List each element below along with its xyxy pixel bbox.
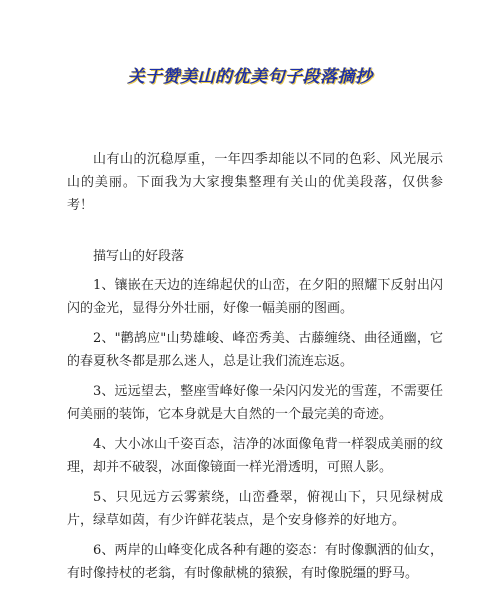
document-title: 关于赞美山的优美句子段落摘抄	[127, 67, 373, 87]
paragraph-6: 6、两岸的山峰变化成各种有趣的姿态：有时像飘洒的仙女，有时像持杖的老翁，有时像献桃的猿猴，有时像脱缰的野马。	[67, 543, 443, 581]
paragraph-2: 2、"鹳鸪应"山势雄峻、峰峦秀美、古藤缠绕、曲径通幽，它的春夏秋冬都是那么迷人，总是让我们流连忘返。	[67, 331, 443, 369]
paragraph-1: 1、镶嵌在天边的连绵起伏的山峦，在夕阳的照耀下反射出闪闪的金光，显得分外壮丽，好像一幅美丽的图画。	[67, 278, 443, 316]
paragraph-5: 5、只见远方云雾萦绕，山峦叠翠，俯视山下，只见绿树成片，绿草如茵，有少许鲜花装点，是个安身修养的好地方。	[67, 490, 443, 528]
section-heading: 描写山的好段落	[93, 249, 185, 264]
paragraph-4: 4、大小冰山千姿百态，洁净的冰面像龟背一样裂成美丽的纹理，却并不破裂，冰面像镜面一样光滑透明，可照人影。	[67, 437, 443, 475]
paragraph-3: 3、远远望去，整座雪峰好像一朵闪闪发光的雪莲，不需要任何美丽的装饰，它本身就是大自然的一个最完美的奇迹。	[67, 384, 443, 422]
intro-paragraph: 山有山的沉稳厚重，一年四季却能以不同的色彩、风光展示山的美丽。下面我为大家搜集整理有关山的优美段落，仅供参考！	[67, 152, 443, 213]
document-body	[67, 148, 443, 592]
